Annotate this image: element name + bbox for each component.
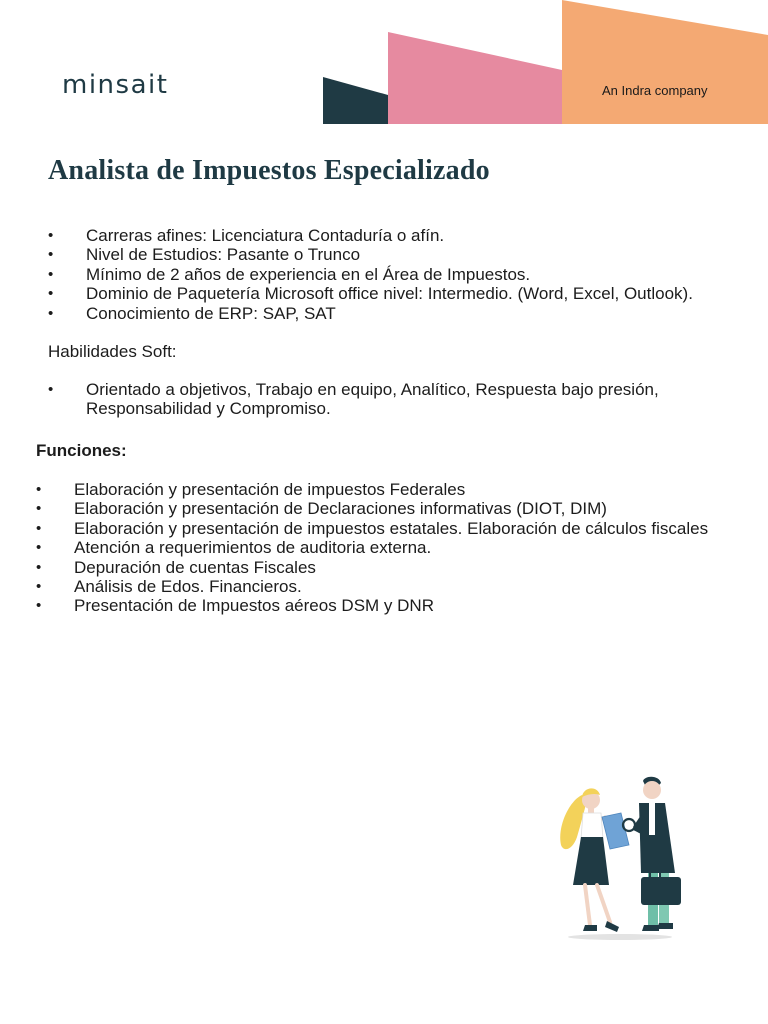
woman-leg-right xyxy=(597,885,610,922)
list-item-text: Carreras afines: Licenciatura Contaduría o afín. xyxy=(86,226,445,245)
woman-shoe-left xyxy=(583,925,597,931)
list-item-text: Conocimiento de ERP: SAP, SAT xyxy=(86,303,336,323)
list-item xyxy=(36,577,716,596)
list-item xyxy=(48,265,748,284)
functions-list xyxy=(36,480,716,616)
list-item xyxy=(48,226,748,245)
page-title: Analista de Impuestos Especializado xyxy=(48,155,490,186)
requirements-list xyxy=(48,226,748,323)
man-shoe-left xyxy=(642,925,659,931)
banner-navy-shape xyxy=(323,77,388,124)
woman-figure xyxy=(560,788,619,932)
list-item xyxy=(36,538,716,557)
man-shirt xyxy=(649,803,655,835)
list-item xyxy=(48,380,698,419)
woman-shirt xyxy=(581,813,603,839)
functions-heading: Funciones: xyxy=(36,441,127,460)
list-item xyxy=(48,304,748,323)
bullet: • xyxy=(36,597,42,615)
bullet: • xyxy=(36,500,42,518)
bullet: • xyxy=(36,481,42,498)
header xyxy=(0,0,768,124)
list-item xyxy=(48,284,748,303)
bullet: • xyxy=(48,246,54,264)
bullet: • xyxy=(36,578,42,596)
folder-icon xyxy=(602,813,629,849)
bullet: • xyxy=(36,539,42,557)
list-item xyxy=(36,596,716,615)
man-shoe-right xyxy=(657,923,673,929)
bullet: • xyxy=(48,381,54,398)
list-item-text: Elaboración y presentación de impuestos Federales xyxy=(74,480,466,499)
bullet: • xyxy=(48,227,54,244)
list-item-text: Presentación de Impuestos aéreos DSM y DNR xyxy=(74,596,434,616)
list-item-text: Elaboración y presentación de Declaraciones informativas (DIOT, DIM) xyxy=(74,499,607,519)
two-people-illustration xyxy=(555,775,690,945)
minsait-logo: minsait xyxy=(62,70,169,100)
list-item xyxy=(36,519,716,538)
man-head xyxy=(643,781,661,799)
magnifier-icon xyxy=(623,819,635,831)
list-item xyxy=(36,480,716,499)
list-item-text: Depuración de cuentas Fiscales xyxy=(74,557,316,577)
list-item-text: Dominio de Paquetería Microsoft office nivel: Intermedio. (Word, Excel, Outlook). xyxy=(86,284,693,304)
man-coat xyxy=(639,803,675,873)
list-item xyxy=(36,558,716,577)
briefcase-icon xyxy=(641,877,681,905)
woman-skirt xyxy=(573,837,609,885)
bullet: • xyxy=(36,558,42,576)
list-item xyxy=(48,245,748,264)
ground-shadow xyxy=(568,934,672,940)
list-item-text: Análisis de Edos. Financieros. xyxy=(74,577,302,597)
woman-leg-left xyxy=(585,885,590,925)
list-item xyxy=(36,499,716,518)
list-item-text: Nivel de Estudios: Pasante o Trunco xyxy=(86,245,361,265)
soft-skills-list xyxy=(48,380,698,419)
bullet: • xyxy=(48,285,54,303)
soft-skills-heading: Habilidades Soft: xyxy=(48,342,177,361)
indra-tagline: An Indra company xyxy=(602,83,708,98)
list-item-text: Orientado a objetivos, Trabajo en equipo, Analítico, Respuesta bajo presión, Responsabilidad y Compromiso. xyxy=(86,380,659,419)
list-item-text: Atención a requerimientos de auditoria externa. xyxy=(74,538,432,558)
banner-orange-shape xyxy=(562,0,768,124)
brand-banner xyxy=(322,0,768,124)
bullet: • xyxy=(48,265,54,283)
banner-pink-shape xyxy=(388,32,562,124)
bullet: • xyxy=(48,304,54,322)
list-item-text: Elaboración y presentación de impuestos estatales. Elaboración de cálculos fiscales xyxy=(74,518,709,538)
woman-shoe-right xyxy=(605,921,619,932)
list-item-text: Mínimo de 2 años de experiencia en el Área de Impuestos. xyxy=(86,264,531,284)
man-figure xyxy=(623,777,681,931)
bullet: • xyxy=(36,519,42,537)
